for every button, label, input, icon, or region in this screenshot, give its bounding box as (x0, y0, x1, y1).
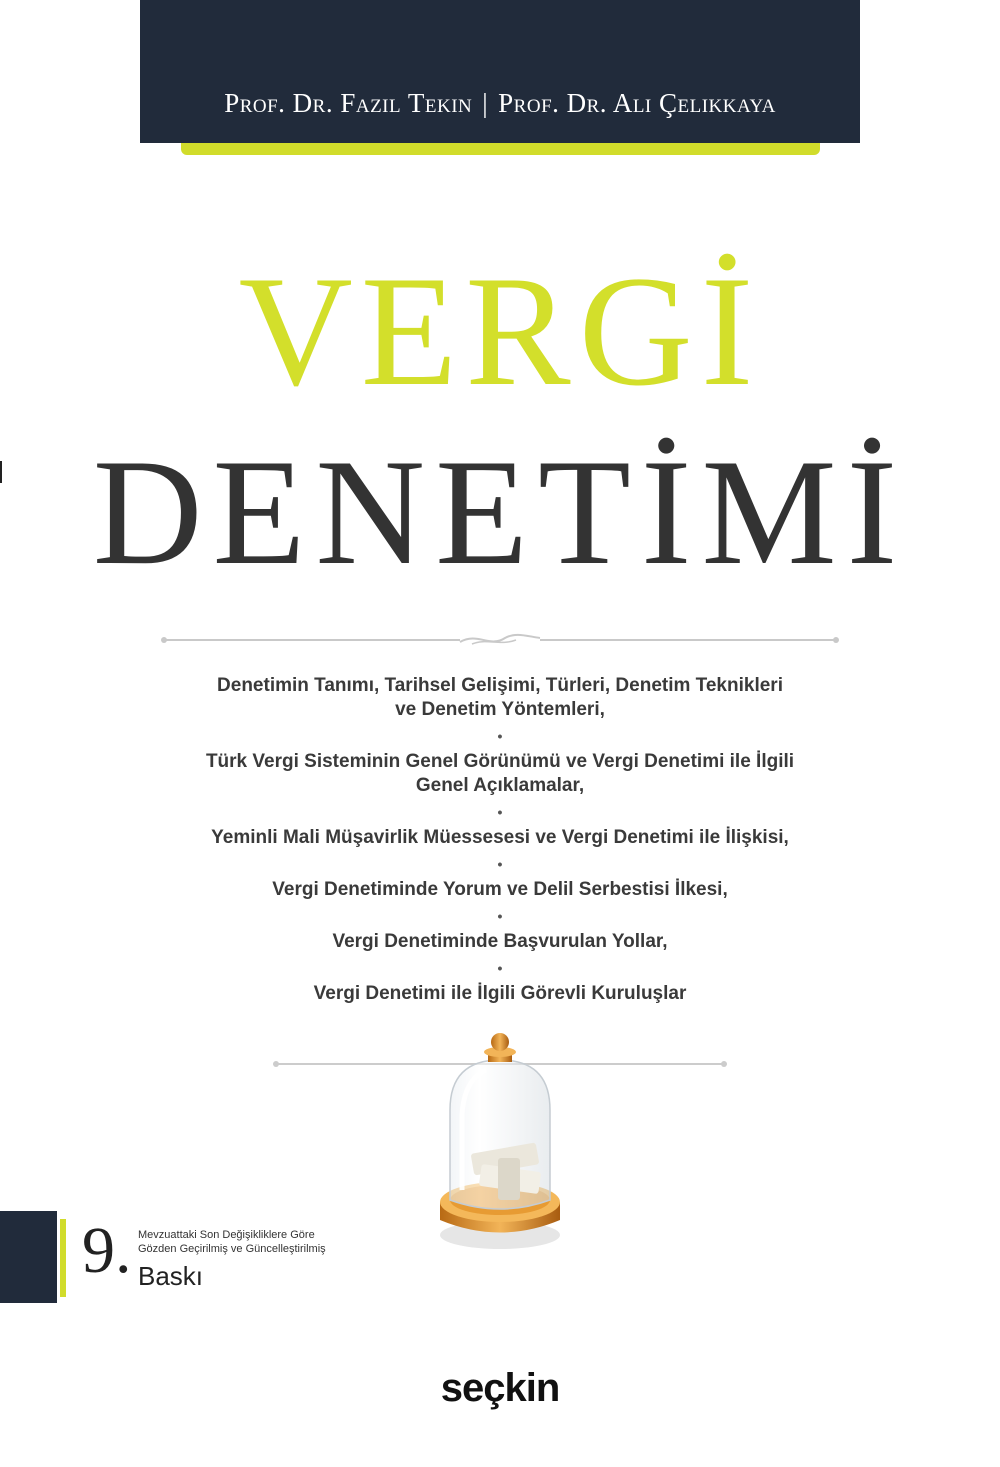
bullet-separator: • (497, 856, 503, 872)
lime-accent-bar (181, 143, 820, 155)
topic-item (150, 826, 850, 850)
author-separator: | (482, 88, 489, 118)
bullet-separator: • (497, 804, 503, 820)
topic-item (150, 674, 850, 722)
topic-item (150, 878, 850, 902)
topic-text: Türk Vergi Sisteminin Genel Görünümü ve Vergi Denetimi ile İlgili (205, 751, 795, 772)
topics-list (150, 674, 850, 1006)
author-first: Prof. Dr. Fazıl Tekin (224, 88, 473, 118)
book-title-line2: DENETİMİ (92, 428, 908, 596)
edition-note (138, 1228, 326, 1256)
topic-text: Vergi Denetiminde Yorum ve Delil Serbestisi İlkesi, (272, 879, 728, 900)
topic-item (150, 982, 850, 1006)
edition-label: Baskı (138, 1261, 204, 1291)
topic-text: Denetimin Tanımı, Tarihsel Gelişimi, Türleri, Denetim Teknikleri (217, 675, 783, 696)
author-second: Prof. Dr. Ali Çelikkaya (498, 88, 776, 118)
bullet-separator: • (497, 908, 503, 924)
topic-text: Genel Açıklamalar, (415, 775, 585, 796)
bullet-separator: • (497, 960, 503, 976)
bullet-separator: • (497, 728, 503, 744)
topic-text: ve Denetim Yöntemleri, (395, 699, 605, 720)
authors-line (140, 88, 860, 119)
edition-marker-block (0, 1211, 57, 1303)
topic-text: Vergi Denetiminde Başvurulan Yollar, (332, 931, 668, 952)
book-title-line1: VERGİ (238, 244, 762, 419)
bell-jar-illustration (420, 1030, 580, 1260)
topic-item (150, 930, 850, 954)
topic-text: Yeminli Mali Müşavirlik Müessesesi ve Vergi Denetimi ile İlişkisi, (211, 827, 789, 848)
author-band (140, 0, 860, 143)
edition-note-line: Mevzuattaki Son Değişikliklere Göre (138, 1229, 315, 1241)
edition-accent-bar (60, 1219, 66, 1297)
publisher-logo: seçkin (440, 1366, 560, 1410)
topic-text: Vergi Denetimi ile İlgili Görevli Kuruluşlar (313, 983, 687, 1004)
topic-item (150, 750, 850, 798)
edition-number: 9. (82, 1214, 132, 1287)
ornament-divider (160, 628, 840, 652)
edition-note-line: Gözden Geçirilmiş ve Güncelleştirilmiş (138, 1243, 326, 1255)
